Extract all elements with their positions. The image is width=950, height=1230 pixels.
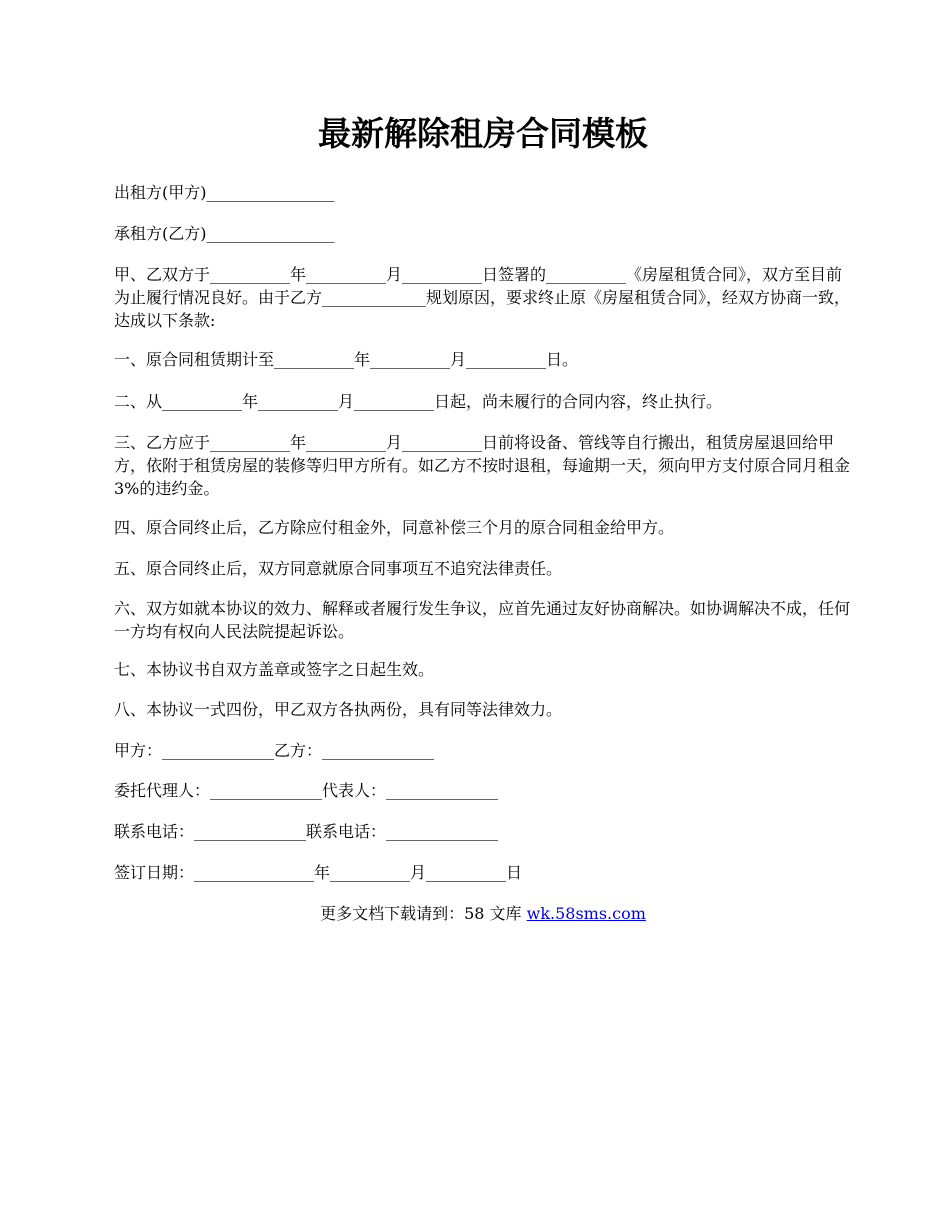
signature-parties-line: 甲方：______________乙方：______________ [114,741,435,760]
download-footer [114,902,852,925]
tenant-line: 承租方(乙方)________________ [114,224,335,243]
document-title: 最新解除租房合同模板 [318,114,648,153]
clause-1: 一、原合同租赁期计至__________年__________月__________日。 [114,350,579,369]
clause-2: 二、从__________年__________月__________日起，尚未履行的合同内容，终止执行。 [114,392,723,411]
clause-4: 四、原合同终止后，乙方除应付租金外，同意补偿三个月的原合同租金给甲方。 [114,518,675,537]
contact-phone-line: 联系电话：______________联系电话：______________ [114,822,499,841]
clause-3: 三、乙方应于__________年__________月__________日前将设备、管线等自行搬出，租赁房屋退回给甲方，依附于租赁房屋的装修等归甲方所有。如乙方不按时退租，每逾期一天，须向甲方支付原合同月租金3%的违约金。 [114,433,851,498]
preamble-paragraph: 甲、乙双方于__________年__________月__________日签署的__________《房屋租赁合同》，双方至目前为止履行情况良好。由于乙方_____________规划原因，要求终止原《房屋租赁合同》，经双方协商一致，达成以下条款: [114,265,851,330]
clause-5: 五、原合同终止后，双方同意就原合同事项互不追究法律责任。 [114,559,563,578]
clause-8: 八、本协议一式四份，甲乙双方各执两份，具有同等法律效力。 [114,700,563,719]
clause-6: 六、双方如就本协议的效力、解释或者履行发生争议，应首先通过友好协商解决。如协调解决不成，任何一方均有权向人民法院提起诉讼。 [114,599,851,641]
clause-7: 七、本协议书自双方盖章或签字之日起生效。 [114,660,435,679]
agent-representative-line: 委托代理人：______________代表人：______________ [114,781,499,800]
landlord-line: 出租方(甲方)________________ [114,183,335,202]
footer-text: 更多文档下载请到：58 文库 [320,904,527,923]
footer-link[interactable]: wk.58sms.com [526,904,646,923]
signing-date-line: 签订日期：_______________年__________月__________日 [114,863,523,882]
